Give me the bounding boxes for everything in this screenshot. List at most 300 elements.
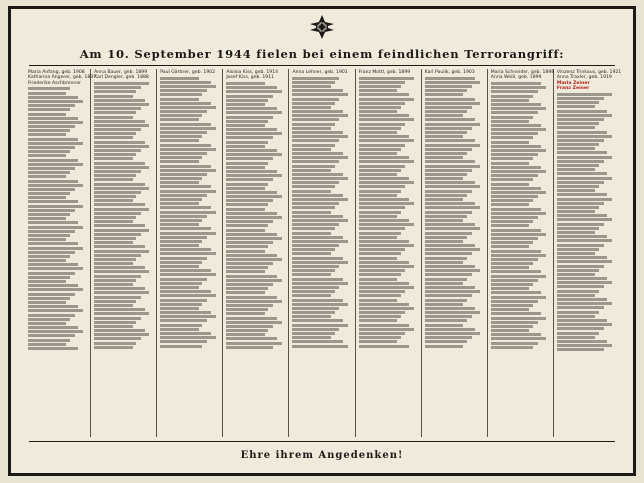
unreadable-entry: [557, 177, 612, 180]
unreadable-entry: [226, 116, 273, 119]
unreadable-entry: [226, 233, 276, 236]
names-column: [289, 69, 355, 437]
unreadable-entry: [28, 184, 83, 187]
unreadable-entry: [292, 118, 339, 121]
unreadable-entry: [425, 319, 467, 322]
unreadable-entry: [28, 100, 83, 103]
unreadable-entry: [226, 195, 281, 198]
unreadable-entry: [359, 106, 401, 109]
unreadable-entry: [94, 136, 132, 139]
unreadable-entry: [491, 325, 533, 328]
unreadable-entry: [28, 200, 78, 203]
unreadable-entry: [292, 89, 342, 92]
unreadable-entry: [491, 203, 529, 206]
unreadable-entry: [94, 342, 136, 345]
unreadable-entry: [491, 262, 533, 265]
unreadable-entry: [557, 122, 599, 125]
unreadable-entry: [425, 127, 472, 130]
names-column: [223, 69, 289, 437]
unreadable-entry: [491, 82, 541, 85]
unreadable-entry: [292, 219, 347, 222]
unreadable-entry: [94, 279, 136, 282]
name-entry: Franz Zeiner: [556, 86, 590, 92]
unreadable-entry: [226, 312, 264, 315]
unreadable-entry: [359, 278, 397, 281]
unreadable-entry: [160, 181, 198, 184]
unreadable-entry: [557, 285, 604, 288]
names-columns: [25, 69, 622, 437]
unreadable-entry: [226, 162, 268, 165]
unreadable-entry: [491, 283, 533, 286]
unreadable-entry: [160, 114, 202, 117]
unreadable-entry: [94, 116, 132, 119]
unreadable-entry: [425, 311, 480, 314]
unreadable-entry: [292, 144, 334, 147]
unreadable-entry: [28, 301, 66, 304]
unreadable-entry: [28, 322, 66, 325]
unreadable-entry: [557, 265, 604, 268]
unreadable-entry: [557, 323, 612, 326]
unreadable-entry: [226, 86, 276, 89]
unreadable-entry: [226, 266, 268, 269]
unreadable-entry: [226, 346, 273, 349]
unreadable-entry: [557, 239, 612, 242]
unreadable-entry: [491, 95, 533, 98]
unreadable-entry: [557, 114, 612, 117]
page-heading: Am 10. September 1944 fielen bei einem feindlichen Terrorangriff:: [79, 47, 565, 61]
unreadable-entry: [28, 339, 70, 342]
unreadable-entry: [557, 298, 607, 301]
unreadable-entry: [28, 213, 70, 216]
unreadable-entry: [226, 178, 273, 181]
unreadable-entry: [226, 245, 268, 248]
unreadable-entry: [292, 290, 334, 293]
unreadable-entry: [94, 141, 144, 144]
unreadable-entry: [28, 96, 78, 99]
unreadable-entry: [359, 232, 401, 235]
unreadable-entry: [557, 336, 595, 339]
unreadable-entry: [160, 332, 210, 335]
unreadable-entry: [359, 160, 414, 163]
unreadable-entry: [94, 170, 141, 173]
unreadable-entry: [226, 237, 281, 240]
unreadable-entry: [491, 241, 533, 244]
unreadable-entry: [292, 286, 339, 289]
unreadable-entry: [226, 128, 276, 131]
name-entry: Friederike Aschbrenner: [28, 80, 82, 86]
unreadable-entry: [226, 216, 281, 219]
unreadable-entry: [491, 308, 529, 311]
unreadable-entry: [28, 217, 66, 220]
unreadable-entry: [292, 227, 334, 230]
unreadable-entry: [292, 198, 347, 201]
unreadable-entry: [359, 148, 401, 151]
unreadable-entry: [557, 340, 607, 343]
unreadable-entry: [226, 153, 281, 156]
unreadable-entry: [359, 215, 397, 218]
unreadable-entry: [226, 270, 264, 273]
unreadable-entry: [160, 165, 210, 168]
unreadable-entry: [28, 205, 83, 208]
unreadable-entry: [226, 262, 273, 265]
unreadable-entry: [94, 312, 149, 315]
unreadable-entry: [160, 211, 215, 214]
unreadable-entry: [292, 319, 342, 322]
unreadable-entry: [160, 206, 210, 209]
unreadable-entry: [359, 332, 406, 335]
unreadable-entry: [491, 270, 541, 273]
unreadable-entry: [557, 332, 599, 335]
unreadable-entry: [491, 329, 529, 332]
unreadable-entry: [425, 236, 467, 239]
unreadable-entry: [226, 275, 276, 278]
unreadable-entry: [359, 114, 409, 117]
unreadable-entry: [160, 311, 210, 314]
unreadable-entry: [359, 311, 406, 314]
unreadable-entry: [425, 248, 480, 251]
unreadable-entry: [226, 183, 268, 186]
unreadable-entry: [292, 156, 347, 159]
unreadable-entry: [160, 319, 207, 322]
unreadable-entry: [359, 345, 409, 348]
unreadable-entry: [557, 290, 599, 293]
unreadable-entry: [160, 223, 198, 226]
names-column: [157, 69, 223, 437]
unreadable-entry: [28, 247, 83, 250]
unreadable-entry: [94, 266, 144, 269]
unreadable-entry: [94, 157, 132, 160]
unreadable-entry: [292, 77, 339, 80]
unreadable-entry: [94, 329, 144, 332]
unreadable-entry: [160, 324, 202, 327]
unreadable-entry: [94, 145, 149, 148]
unreadable-entry: [160, 198, 202, 201]
unreadable-entry: [425, 294, 472, 297]
unreadable-entry: [94, 245, 144, 248]
unreadable-entry: [491, 107, 546, 110]
unreadable-entry: [359, 81, 406, 84]
unreadable-entry: [425, 324, 463, 327]
unreadable-entry: [160, 98, 198, 101]
unreadable-entry: [359, 303, 409, 306]
unreadable-entry: [226, 149, 276, 152]
unreadable-entry: [226, 333, 264, 336]
unreadable-entry: [28, 125, 75, 128]
unreadable-entry: [292, 223, 339, 226]
unreadable-entry: [491, 212, 546, 215]
unreadable-entry: [292, 148, 330, 151]
unreadable-entry: [28, 318, 70, 321]
unreadable-entry: [94, 229, 149, 232]
unreadable-entry: [292, 206, 334, 209]
name-entry: Maria Zeiner: [556, 80, 590, 86]
unreadable-entry: [160, 232, 215, 235]
unreadable-entry: [359, 315, 401, 318]
unreadable-entry: [491, 120, 529, 123]
unreadable-entry: [28, 272, 75, 275]
unreadable-entry: [226, 90, 281, 93]
unreadable-entry: [557, 160, 604, 163]
unreadable-entry: [226, 325, 273, 328]
unreadable-entry: [425, 93, 463, 96]
unreadable-entry: [557, 172, 607, 175]
unreadable-entry: [557, 269, 599, 272]
names-column: [25, 69, 97, 437]
unreadable-entry: [94, 208, 149, 211]
unreadable-entry: [226, 174, 281, 177]
unreadable-entry: [557, 118, 604, 121]
unreadable-entry: [425, 307, 475, 310]
unreadable-entry: [292, 106, 330, 109]
unreadable-entry: [491, 103, 541, 106]
unreadable-entry: [557, 156, 612, 159]
unreadable-entry: [359, 336, 401, 339]
unreadable-entry: [292, 299, 342, 302]
unreadable-entry: [425, 206, 480, 209]
unreadable-entry: [557, 306, 604, 309]
unreadable-entry: [292, 123, 334, 126]
unreadable-entry: [557, 93, 612, 96]
unreadable-entry: [557, 348, 604, 351]
unreadable-entry: [28, 146, 75, 149]
unreadable-entry: [557, 248, 599, 251]
iron-cross-icon: [308, 13, 336, 41]
name-entry: Karl Paulik, geb. 1903: [424, 70, 475, 75]
unreadable-entry: [28, 180, 78, 183]
unreadable-entry: [160, 257, 207, 260]
unreadable-entry: [94, 187, 149, 190]
unreadable-entry: [359, 252, 401, 255]
unreadable-entry: [226, 203, 268, 206]
unreadable-entry: [94, 90, 136, 93]
unreadable-entry: [557, 105, 595, 108]
unreadable-entry: [425, 278, 467, 281]
unreadable-entry: [491, 220, 533, 223]
unreadable-entry: [491, 275, 546, 278]
unreadable-entry: [226, 166, 264, 169]
unreadable-entry: [359, 93, 409, 96]
unreadable-entry: [226, 304, 273, 307]
unreadable-entry: [557, 151, 607, 154]
unreadable-entry: [292, 257, 342, 260]
unreadable-entry: [28, 129, 70, 132]
unreadable-entry: [557, 126, 595, 129]
unreadable-entry: [292, 240, 347, 243]
unreadable-entry: [292, 340, 342, 343]
unreadable-entry: [425, 135, 463, 138]
unreadable-entry: [491, 166, 541, 169]
unreadable-entry: [28, 113, 66, 116]
unreadable-entry: [160, 244, 198, 247]
unreadable-entry: [425, 303, 463, 306]
unreadable-entry: [491, 99, 529, 102]
unreadable-entry: [292, 169, 330, 172]
unreadable-entry: [359, 282, 409, 285]
unreadable-entry: [359, 165, 406, 168]
unreadable-entry: [292, 177, 347, 180]
unreadable-entry: [160, 286, 198, 289]
unreadable-entry: [359, 123, 406, 126]
unreadable-entry: [557, 319, 607, 322]
unreadable-entry: [28, 121, 83, 124]
unreadable-entry: [28, 314, 75, 317]
unreadable-entry: [292, 252, 330, 255]
unreadable-entry: [226, 229, 264, 232]
unreadable-entry: [292, 190, 330, 193]
unreadable-entry: [292, 303, 347, 306]
unreadable-entry: [425, 265, 475, 268]
unreadable-entry: [28, 309, 83, 312]
unreadable-entry: [160, 265, 198, 268]
unreadable-entry: [359, 156, 409, 159]
unreadable-entry: [359, 248, 406, 251]
unreadable-entry: [292, 311, 334, 314]
unreadable-entry: [28, 284, 78, 287]
unreadable-entry: [425, 257, 467, 260]
unreadable-entry: [226, 287, 268, 290]
unreadable-entry: [28, 192, 70, 195]
unreadable-entry: [28, 330, 83, 333]
unreadable-entry: [94, 258, 136, 261]
unreadable-entry: [491, 321, 538, 324]
unreadable-entry: [28, 159, 78, 162]
unreadable-entry: [557, 164, 599, 167]
unreadable-entry: [292, 165, 334, 168]
unreadable-entry: [425, 290, 480, 293]
unreadable-entry: [359, 139, 414, 142]
unreadable-entry: [292, 307, 339, 310]
unreadable-entry: [160, 77, 198, 80]
unreadable-entry: [425, 173, 467, 176]
unreadable-entry: [94, 270, 149, 273]
unreadable-entry: [160, 202, 198, 205]
unreadable-entry: [94, 107, 141, 110]
unreadable-entry: [491, 317, 546, 320]
unreadable-entry: [557, 281, 612, 284]
unreadable-entry: [160, 307, 198, 310]
unreadable-entry: [292, 139, 339, 142]
unreadable-entry: [226, 308, 268, 311]
unreadable-entry: [160, 345, 202, 348]
unreadable-entry: [557, 315, 595, 318]
name-entry: Maria Anfang, geb. 1908: [28, 70, 85, 75]
unreadable-entry: [292, 85, 330, 88]
unreadable-entry: [28, 255, 70, 258]
unreadable-entry: [425, 190, 472, 193]
unreadable-entry: [491, 199, 533, 202]
name-entry: Anna Lehner, geb. 1901: [292, 70, 348, 75]
unreadable-entry: [557, 223, 604, 226]
unreadable-entry: [491, 300, 538, 303]
unreadable-entry: [28, 334, 75, 337]
unreadable-entry: [94, 124, 149, 127]
unreadable-entry: [226, 170, 276, 173]
unreadable-entry: [28, 267, 83, 270]
unreadable-entry: [425, 98, 475, 101]
unreadable-entry: [557, 311, 599, 314]
unreadable-entry: [160, 89, 207, 92]
unreadable-entry: [226, 329, 268, 332]
unreadable-entry: [292, 244, 339, 247]
unreadable-entry: [94, 287, 144, 290]
memorial-sheet: [8, 6, 636, 476]
unreadable-entry: [226, 283, 273, 286]
unreadable-entry: [491, 157, 533, 160]
unreadable-entry: [292, 273, 330, 276]
unreadable-entry: [491, 208, 541, 211]
unreadable-entry: [292, 236, 342, 239]
unreadable-entry: [425, 139, 475, 142]
unreadable-entry: [28, 133, 66, 136]
unreadable-entry: [491, 170, 546, 173]
unreadable-entry: [28, 92, 66, 95]
name-entry: Aloisia Kiss, geb. 1914: [226, 70, 279, 75]
unreadable-entry: [425, 106, 472, 109]
unreadable-entry: [359, 118, 414, 121]
unreadable-entry: [226, 291, 264, 294]
unreadable-entry: [425, 177, 463, 180]
unreadable-entry: [28, 221, 78, 224]
unreadable-entry: [491, 132, 538, 135]
unreadable-entry: [557, 135, 612, 138]
unreadable-entry: [491, 237, 538, 240]
unreadable-entry: [94, 237, 136, 240]
unreadable-entry: [557, 344, 612, 347]
unreadable-entry: [28, 259, 66, 262]
unreadable-entry: [160, 85, 215, 88]
unreadable-entry: [28, 167, 75, 170]
unreadable-entry: [94, 325, 132, 328]
unreadable-entry: [425, 131, 467, 134]
unreadable-entry: [425, 211, 472, 214]
unreadable-entry: [94, 86, 141, 89]
unreadable-entry: [28, 280, 66, 283]
unreadable-entry: [359, 198, 409, 201]
unreadable-entry: [94, 95, 132, 98]
unreadable-entry: [94, 333, 149, 336]
unreadable-entry: [491, 174, 538, 177]
unreadable-entry: [28, 297, 70, 300]
unreadable-entry: [160, 152, 207, 155]
unreadable-entry: [226, 321, 281, 324]
unreadable-entry: [359, 319, 397, 322]
unreadable-entry: [292, 114, 347, 117]
unreadable-entry: [226, 279, 281, 282]
unreadable-entry: [94, 220, 132, 223]
unreadable-entry: [292, 152, 342, 155]
unreadable-entry: [557, 210, 595, 213]
unreadable-entry: [359, 324, 409, 327]
unreadable-entry: [94, 254, 141, 257]
unreadable-entry: [425, 169, 472, 172]
unreadable-entry: [425, 336, 472, 339]
unreadable-entry: [94, 275, 141, 278]
unreadable-entry: [425, 286, 475, 289]
unreadable-entry: [359, 102, 406, 105]
unreadable-entry: [491, 342, 538, 345]
unreadable-entry: [160, 294, 215, 297]
name-entry: Vinzenz Trinkaus, geb. 1921: [556, 70, 622, 75]
unreadable-entry: [292, 261, 347, 264]
unreadable-entry: [292, 248, 334, 251]
unreadable-entry: [491, 224, 529, 227]
unreadable-entry: [28, 230, 75, 233]
unreadable-entry: [226, 157, 273, 160]
unreadable-entry: [359, 177, 409, 180]
unreadable-entry: [292, 232, 330, 235]
unreadable-entry: [359, 110, 397, 113]
unreadable-entry: [425, 148, 472, 151]
